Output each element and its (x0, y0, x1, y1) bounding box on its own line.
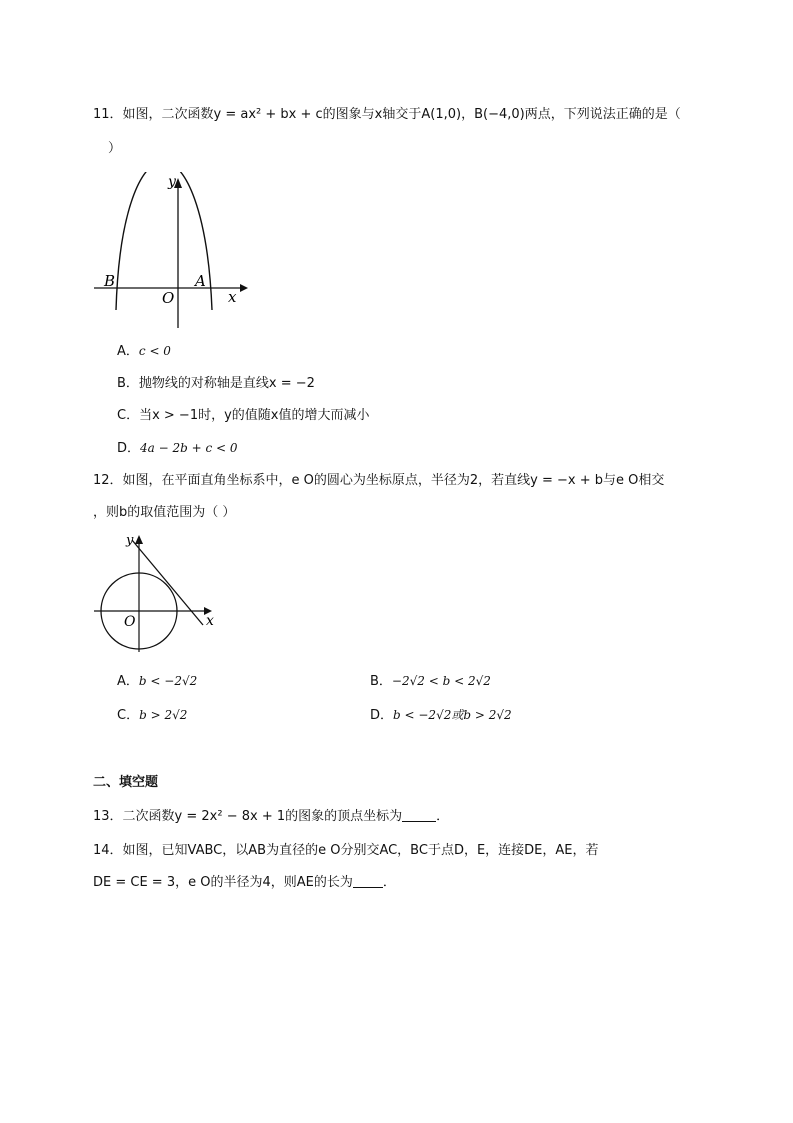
q12-stem-line2: ，则b的取值范围为（ ） (93, 505, 236, 520)
q11-option-d-label: D． (117, 441, 141, 456)
q11-option-b-label: B． (117, 376, 139, 391)
q11-parabola-figure (92, 172, 252, 334)
q11-option-c-text: 当x > −1时，y的值随x值的增大而减小 (139, 408, 370, 423)
q11-option-a-label: A． (117, 344, 139, 359)
q12-label-y: y (126, 533, 134, 548)
q12-line (132, 540, 203, 625)
q11-option-d-text: 4a − 2b + c < 0 (140, 441, 238, 455)
q12-option-a-label: A． (117, 674, 139, 689)
q12-stem-line1: 12．如图，在平面直角坐标系中，e O的圆心为坐标原点，半径为2，若直线y = −x + b与e O相交 (93, 473, 665, 488)
q11-option-b-text: 抛物线的对称轴是直线x = −2 (138, 376, 315, 391)
q13-stem (93, 808, 449, 826)
q11-label-o: O (162, 289, 175, 307)
q11-x-axis-arrow (240, 284, 248, 292)
q11-option-b (117, 375, 315, 393)
q14-text: DE = CE = 3，e O的半径为4，则AE的长为 (93, 875, 353, 890)
q12-option-b-label: B． (370, 674, 392, 689)
q11-option-a-text: c < 0 (138, 344, 171, 358)
q12-label-o: O (124, 614, 136, 630)
q12-option-b-text: −2√2 < b < 2√2 (391, 674, 491, 688)
q14-answer-blank[interactable] (353, 875, 383, 888)
q14-stem-line1: 14．如图，已知VABC，以AB为直径的e O分别交AC，BC于点D，E，连接DE，AE，若 (93, 843, 599, 858)
q12-option-b (370, 672, 491, 691)
q12-option-c-label: C． (117, 708, 140, 723)
q11-label-y: y (168, 174, 176, 190)
q13-answer-blank[interactable] (402, 809, 436, 822)
q11-label-a: A (195, 272, 206, 290)
q13-text: 13．二次函数y = 2x² − 8x + 1的图象的顶点坐标为 (93, 809, 403, 824)
q11-option-c-label: C． (117, 408, 140, 423)
q11-option-c (117, 407, 369, 425)
q11-option-a (117, 342, 171, 361)
q11-stem-line2: ） (108, 141, 122, 156)
q12-option-d-label: D． (370, 708, 394, 723)
q12-option-c-text: b > 2√2 (139, 708, 188, 722)
q12-option-d (370, 706, 512, 725)
q12-label-x: x (206, 613, 214, 629)
q12-option-a (117, 672, 197, 691)
section-fill-in-title: 二、填空题 (93, 775, 159, 790)
q12-y-axis-arrow (135, 535, 143, 544)
q14-stem-line2 (93, 874, 396, 892)
q14-end: ． (382, 875, 396, 890)
q12-circle-figure (92, 532, 222, 658)
q11-label-b: B (104, 272, 116, 290)
q13-end: ． (436, 809, 450, 824)
q11-option-d (117, 439, 238, 458)
q12-option-a-text: b < −2√2 (138, 674, 198, 688)
q11-label-x: x (228, 288, 237, 306)
q12-option-c (117, 706, 187, 725)
q12-option-d-text: b < −2√2或b > 2√2 (393, 708, 512, 722)
q11-stem-line1: 11．如图，二次函数y = ax² + bx + c的图象与x轴交于A(1,0)，B(−4,0)两点，下列说法正确的是（ (93, 107, 681, 122)
